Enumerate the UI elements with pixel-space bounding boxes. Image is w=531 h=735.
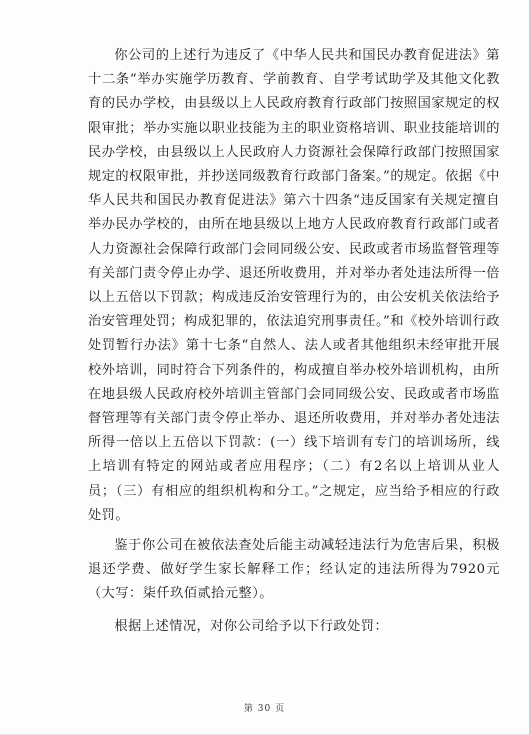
document-body: [88, 44, 500, 643]
paragraph-mitigation: 鉴于你公司在被依法查处后能主动减轻违法行为危害后果，积极退还学费、做好学生家长解释工作；经认定的违法所得为7920元（大写：柒仟玖佰贰拾元整）。: [88, 538, 500, 602]
page-number: 第 30 页: [243, 704, 286, 714]
paragraph-penalty-intro: 根据上述情况，对你公司给予以下行政处罚：: [114, 618, 389, 634]
paragraph-violation: 你公司的上述行为违反了《中华人民共和国民办教育促进法》第十二条“举办实施学历教育、学前教育、自学考试助学及其他文化教育的民办学校，由县级以上人民政府教育行政部门按照国家规定的权限审批；举办实施以职业技能为主的职业资格培训、职业技能培训的民办学校，由县级以上人民政府人力资源社会保障行政部门按照国家规定的权限审批，并抄送同级教育行政部门备案。”的规定。依据《中华人民共和国民办教育促进法》第六十四条“违反国家有关规定擅自举办民办学校的，由所在地县级以上地方人民政府教育行政部门或者人力资源社会保障行政部门会同同级公安、民政或者市场监督管理等有关部门责令停止办学、退还所收费用，并对举办者处违法所得一倍以上五倍以下罚款；构成违反治安管理行为的，由公安机关依法给予治安管理处罚；构成犯罪的，依法追究刑事责任。”和《校外培训行政处罚暂行办法》第十七条“自然人、法人或者其他组织未经审批开展校外培训，同时符合下列条件的，构成擅自举办校外培训机构，由所在地县级人民政府校外培训主管部门会同同级公安、民政或者市场监督管理等有关部门责令停止举办、退还所收费用，并对举办者处违法所得一倍以上五倍以下罚款：(一）线下培训有专门的培训场所，线上培训有特定的网站或者应用程序；（二）有2名以上培训从业人员；（三）有相应的组织机构和分工。”之规定，应当给予相应的行政处罚。: [88, 48, 500, 523]
